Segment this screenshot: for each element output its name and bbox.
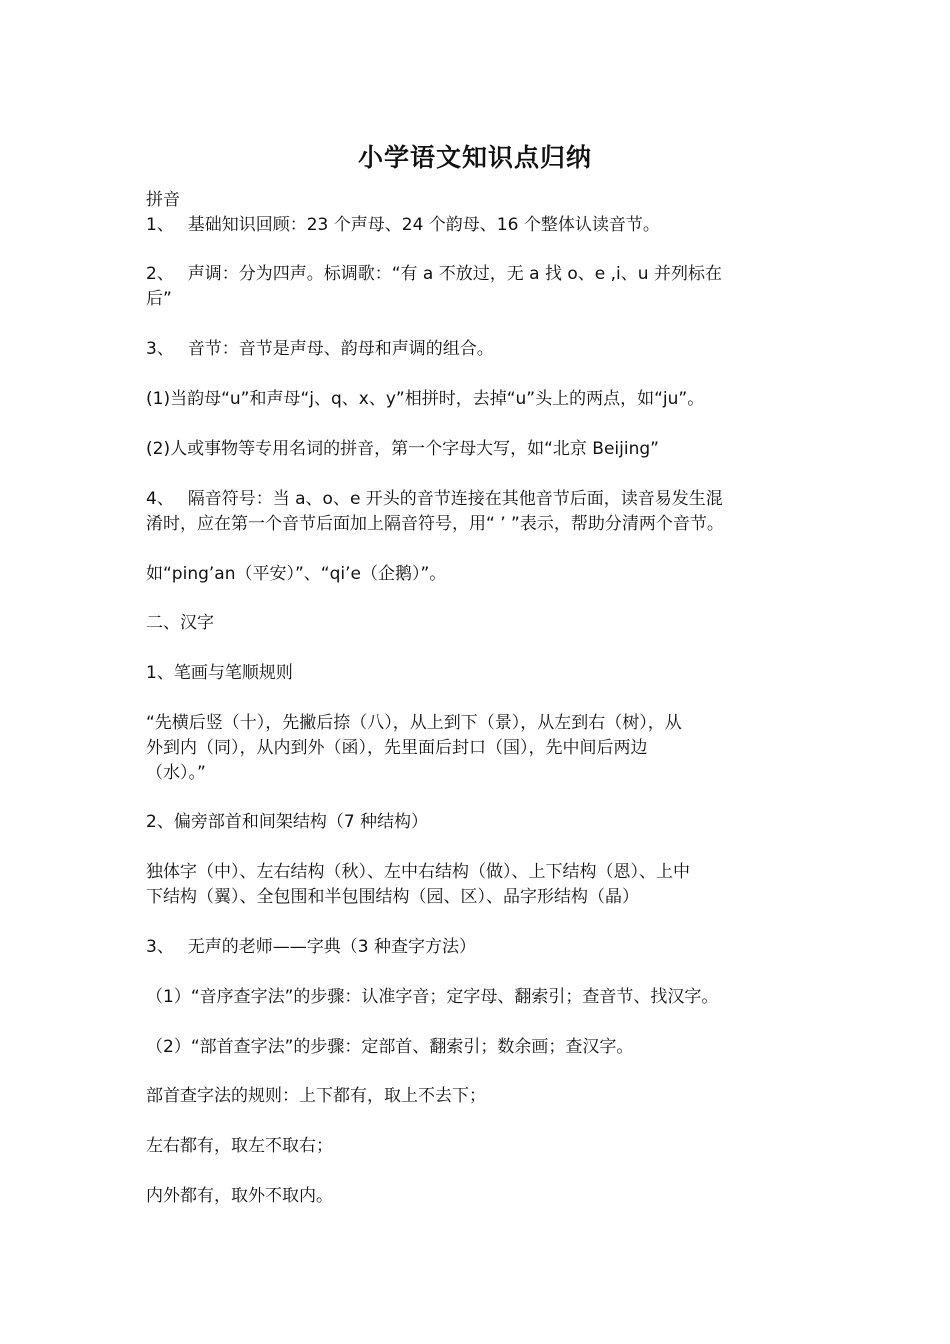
hanzi-rule-a: 部首查字法的规则：上下都有，取上不去下； (146, 1086, 486, 1106)
hanzi-rule-c: 内外都有，取外不取内。 (146, 1186, 333, 1206)
hanzi-sub-2-line-2: 下结构（翼）、全包围和半包围结构（园、区）、品字形结构（晶） (146, 887, 639, 907)
hanzi-method-2: （2）“部首查字法”的步骤：定部首、翻索引；数余画；查汉字。 (146, 1037, 634, 1057)
hanzi-sub-1-line-2: 外到内（同），从内到外（函），先里面后封口（国），先中间后两边 (146, 738, 648, 758)
document-title: 小学语文知识点归纳 (357, 143, 592, 172)
pinyin-item-3: 3、 音节：音节是声母、韵母和声调的组合。 (146, 339, 494, 359)
pinyin-item-2-line-2: 后” (146, 289, 172, 309)
hanzi-sub-1-line-3: （水）。” (146, 763, 206, 783)
pinyin-example: 如“ping’an（平安）”、“qi’e（企鹅）”。 (146, 564, 447, 584)
hanzi-rule-b: 左右都有，取左不取右； (146, 1136, 333, 1156)
pinyin-item-4-line-2: 淆时，应在第一个音节后面加上隔音符号，用“ ’ ”表示，帮助分清两个音节。 (146, 514, 724, 534)
hanzi-sub-3-title: 3、 无声的老师——字典（3 种查字方法） (146, 937, 476, 957)
hanzi-sub-1-line-1: “先横后竖（十），先撇后捺（八），从上到下（景），从左到右（树），从 (146, 713, 682, 733)
pinyin-rule-1: (1)当韵母“u”和声母“j、q、x、y”相拼时，去掉“u”头上的两点，如“ju”。 (146, 389, 705, 409)
hanzi-method-1: （1）“音序查字法”的步骤：认准字音；定字母、翻索引；查音节、找汉字。 (146, 987, 719, 1007)
section-heading-pinyin: 拼音 (146, 190, 180, 210)
hanzi-sub-1-title: 1、笔画与笔顺规则 (146, 663, 293, 683)
section-heading-hanzi: 二、汉字 (146, 613, 214, 633)
pinyin-item-4-line-1: 4、 隔音符号：当 a、o、e 开头的音节连接在其他音节后面，读音易发生混 (146, 489, 723, 509)
hanzi-sub-2-line-1: 独体字（中）、左右结构（秋）、左中右结构（做）、上下结构（恩）、上中 (146, 862, 690, 882)
pinyin-item-1: 1、 基础知识回顾：23 个声母、24 个韵母、16 个整体认读音节。 (146, 215, 660, 235)
pinyin-item-2-line-1: 2、 声调：分为四声。标调歌：“有 a 不放过，无 a 找 o、e ,i、u 并列标在 (146, 264, 722, 284)
pinyin-rule-2: (2)人或事物等专用名词的拼音，第一个字母大写，如“北京 Beijing” (146, 439, 659, 459)
hanzi-sub-2-title: 2、偏旁部首和间架结构（7 种结构） (146, 812, 429, 832)
